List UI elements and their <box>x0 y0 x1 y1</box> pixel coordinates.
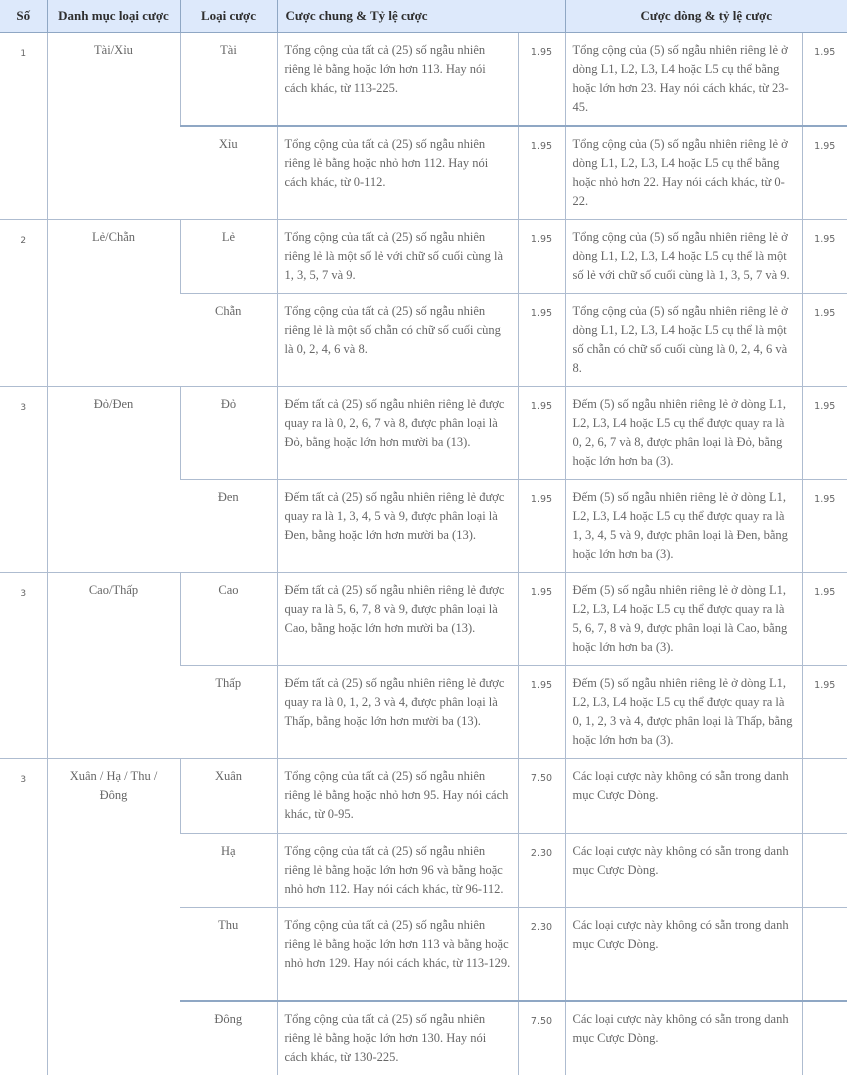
bet-type: Xuân <box>180 759 277 834</box>
table-row <box>0 759 847 834</box>
line-bet-description: Đếm (5) số ngẫu nhiên riêng lẻ ở dòng L1, L2, L3, L4 hoặc L5 cụ thể được quay ra là 5, 6, 7, 8 và 9, được phân loại là Cao, bằng hoặc lớn hơn ba (3). <box>565 573 802 666</box>
general-bet-odds: 1.95 <box>518 666 565 759</box>
bet-type: Đông <box>180 1001 277 1075</box>
general-bet-description: Tổng cộng của tất cả (25) số ngẫu nhiên riêng lẻ là một số chẵn có chữ số cuối cùng là 0, 2, 4, 6 và 8. <box>277 294 518 387</box>
line-bet-odds: 1.95 <box>802 33 847 127</box>
line-bet-description: Đếm (5) số ngẫu nhiên riêng lẻ ở dòng L1, L2, L3, L4 hoặc L5 cụ thể được quay ra là 0, 1, 2, 3 và 4, được phân loại là Thấp, bằng hoặc lớn hơn ba (3). <box>565 666 802 759</box>
general-bet-odds: 2.30 <box>518 834 565 908</box>
row-number: 2 <box>0 220 47 387</box>
row-number: 1 <box>0 33 47 220</box>
bet-type: Đỏ <box>180 387 277 480</box>
line-bet-description: Tổng cộng của (5) số ngẫu nhiên riêng lẻ ở dòng L1, L2, L3, L4 hoặc L5 cụ thể là một số chẵn có chữ số cuối cùng là 0, 2, 4, 6 và 8. <box>565 294 802 387</box>
bet-category: Xuân / Hạ / Thu / Đông <box>47 759 180 1075</box>
line-bet-description: Các loại cược này không có sẵn trong danh mục Cược Dòng. <box>565 759 802 834</box>
bet-type: Cao <box>180 573 277 666</box>
bet-type: Thu <box>180 908 277 1001</box>
general-bet-odds: 1.95 <box>518 573 565 666</box>
line-bet-odds: 1.95 <box>802 387 847 480</box>
general-bet-description: Đếm tất cả (25) số ngẫu nhiên riêng lẻ được quay ra là 0, 1, 2, 3 và 4, được phân loại là Thấp, bằng hoặc lớn hơn mười ba (13). <box>277 666 518 759</box>
line-bet-odds <box>802 1001 847 1075</box>
general-bet-odds: 7.50 <box>518 1001 565 1075</box>
bet-category: Đỏ/Đen <box>47 387 180 573</box>
bet-type: Hạ <box>180 834 277 908</box>
line-bet-description: Đếm (5) số ngẫu nhiên riêng lẻ ở dòng L1, L2, L3, L4 hoặc L5 cụ thể được quay ra là 1, 3, 4, 5 và 9, được phân loại là Đen, bằng hoặc lớn hơn ba (3). <box>565 480 802 573</box>
row-number: 3 <box>0 573 47 759</box>
header-general-bet: Cược chung & Tỷ lệ cược <box>277 0 565 33</box>
line-bet-description: Các loại cược này không có sẵn trong danh mục Cược Dòng. <box>565 1001 802 1075</box>
line-bet-odds: 1.95 <box>802 573 847 666</box>
bet-category: Tài/Xỉu <box>47 33 180 220</box>
general-bet-description: Tổng cộng của tất cả (25) số ngẫu nhiên riêng lẻ bằng hoặc lớn hơn 113. Hay nói cách khác, từ 113-225. <box>277 33 518 127</box>
line-bet-description: Tổng cộng của (5) số ngẫu nhiên riêng lẻ ở dòng L1, L2, L3, L4 hoặc L5 cụ thể bằng hoặc nhỏ hơn 22. Hay nói cách khác, từ 0-22. <box>565 126 802 220</box>
bet-category: Cao/Thấp <box>47 573 180 759</box>
general-bet-description: Tổng cộng của tất cả (25) số ngẫu nhiên riêng lẻ bằng hoặc nhỏ hơn 95. Hay nói cách khác, từ 0-95. <box>277 759 518 834</box>
line-bet-description: Các loại cược này không có sẵn trong danh mục Cược Dòng. <box>565 908 802 1001</box>
row-number: 3 <box>0 387 47 573</box>
line-bet-odds: 1.95 <box>802 126 847 220</box>
general-bet-odds: 1.95 <box>518 294 565 387</box>
general-bet-odds: 7.50 <box>518 759 565 834</box>
line-bet-odds: 1.95 <box>802 480 847 573</box>
line-bet-description: Các loại cược này không có sẵn trong danh mục Cược Dòng. <box>565 834 802 908</box>
table-row <box>0 387 847 480</box>
line-bet-odds: 1.95 <box>802 666 847 759</box>
header-line-bet: Cược dòng & tỷ lệ cược <box>565 0 847 33</box>
general-bet-description: Đếm tất cả (25) số ngẫu nhiên riêng lẻ được quay ra là 1, 3, 4, 5 và 9, được phân loại là Đen, bằng hoặc lớn hơn mười ba (13). <box>277 480 518 573</box>
general-bet-description: Tổng cộng của tất cả (25) số ngẫu nhiên riêng lẻ bằng hoặc lớn hơn 130. Hay nói cách khác, từ 130-225. <box>277 1001 518 1075</box>
line-bet-odds <box>802 834 847 908</box>
table-header-row <box>0 0 847 33</box>
general-bet-description: Tổng cộng của tất cả (25) số ngẫu nhiên riêng lẻ bằng hoặc lớn hơn 96 và bằng hoặc nhỏ hơn 112. Hay nói cách khác, từ 96-112. <box>277 834 518 908</box>
table-row <box>0 573 847 666</box>
header-category: Danh mục loại cược <box>47 0 180 33</box>
bet-type: Lẻ <box>180 220 277 294</box>
bet-type: Đen <box>180 480 277 573</box>
general-bet-description: Đếm tất cả (25) số ngẫu nhiên riêng lẻ được quay ra là 0, 2, 6, 7 và 8, được phân loại là Đỏ, bằng hoặc lớn hơn mười ba (13). <box>277 387 518 480</box>
line-bet-description: Tổng cộng của (5) số ngẫu nhiên riêng lẻ ở dòng L1, L2, L3, L4 hoặc L5 cụ thể bằng hoặc lớn hơn 23. Hay nói cách khác, từ 23-45. <box>565 33 802 127</box>
bet-type: Xỉu <box>180 126 277 220</box>
bet-type: Thấp <box>180 666 277 759</box>
line-bet-odds: 1.95 <box>802 294 847 387</box>
header-no: Số <box>0 0 47 33</box>
general-bet-odds: 1.95 <box>518 480 565 573</box>
line-bet-description: Tổng cộng của (5) số ngẫu nhiên riêng lẻ ở dòng L1, L2, L3, L4 hoặc L5 cụ thể là một số lẻ với chữ số cuối cùng là 1, 3, 5, 7 và 9. <box>565 220 802 294</box>
general-bet-odds: 1.95 <box>518 220 565 294</box>
row-number: 3 <box>20 775 27 785</box>
table-row <box>0 220 847 294</box>
general-bet-description: Tổng cộng của tất cả (25) số ngẫu nhiên riêng lẻ bằng hoặc lớn hơn 113 và bằng hoặc nhỏ hơn 129. Hay nói cách khác, từ 113-129. <box>277 908 518 1001</box>
general-bet-description: Tổng cộng của tất cả (25) số ngẫu nhiên riêng lẻ bằng hoặc nhỏ hơn 112. Hay nói cách khác, từ 0-112. <box>277 126 518 220</box>
general-bet-description: Tổng cộng của tất cả (25) số ngẫu nhiên riêng lẻ là một số lẻ với chữ số cuối cùng là 1, 3, 5, 7 và 9. <box>277 220 518 294</box>
general-bet-odds: 1.95 <box>518 387 565 480</box>
line-bet-description: Đếm (5) số ngẫu nhiên riêng lẻ ở dòng L1, L2, L3, L4 hoặc L5 cụ thể được quay ra là 0, 2, 6, 7 và 8, được phân loại là Đỏ, bằng hoặc lớn hơn ba (3). <box>565 387 802 480</box>
bet-category: Lẻ/Chẵn <box>47 220 180 387</box>
line-bet-odds <box>802 759 847 834</box>
header-type: Loại cược <box>180 0 277 33</box>
general-bet-description: Đếm tất cả (25) số ngẫu nhiên riêng lẻ được quay ra là 5, 6, 7, 8 và 9, được phân loại là Cao, bằng hoặc lớn hơn mười ba (13). <box>277 573 518 666</box>
table-row <box>0 33 847 127</box>
bet-type: Chẵn <box>180 294 277 387</box>
line-bet-odds: 1.95 <box>802 220 847 294</box>
general-bet-odds: 2.30 <box>518 908 565 1001</box>
line-bet-odds <box>802 908 847 1001</box>
general-bet-odds: 1.95 <box>518 126 565 220</box>
general-bet-odds: 1.95 <box>518 33 565 127</box>
bet-type: Tài <box>180 33 277 127</box>
